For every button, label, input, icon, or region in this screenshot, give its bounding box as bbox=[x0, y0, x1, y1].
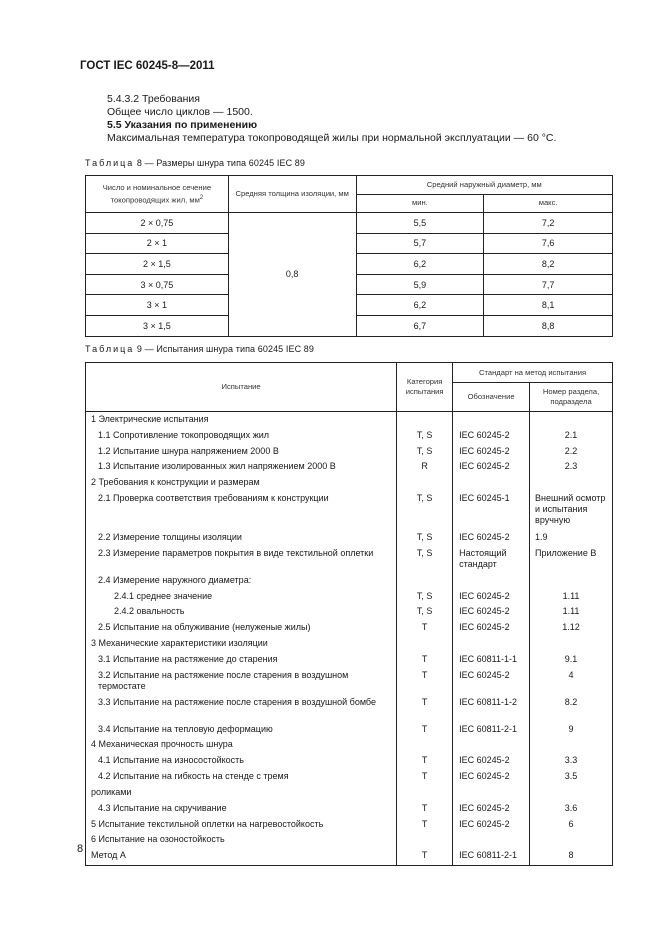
cell-test-name: 3.2 Испытание на растяжение после старения в воздушном термостате bbox=[86, 669, 397, 696]
cell-designation: IEC 60811-2-1 bbox=[453, 849, 530, 865]
cell-designation: IEC 60245-2 bbox=[453, 531, 530, 547]
cell-category bbox=[397, 786, 453, 802]
table-row bbox=[86, 412, 613, 429]
cell-test-name: 4.1 Испытание на износостойкость bbox=[86, 754, 397, 770]
temperature-text: Максимальная температура токопроводящей жилы при нормальной эксплуатации — 60 °С. bbox=[107, 132, 557, 144]
cell-category bbox=[397, 833, 453, 849]
cycles-text: Общее число циклов — 1500. bbox=[107, 106, 253, 118]
page-number: 8 bbox=[77, 843, 84, 855]
cell-category: T, S bbox=[397, 492, 453, 531]
cell-test-name: Метод А bbox=[86, 849, 397, 865]
cell-diameter-max: 8,1 bbox=[484, 295, 613, 316]
table9-header-section: Номер раздела, подраздела bbox=[530, 383, 613, 412]
cell-designation: IEC 60245-1 bbox=[453, 492, 530, 531]
cell-test-name: 2.1 Проверка соответствия требованиям к конструкции bbox=[86, 492, 397, 531]
cell-section bbox=[530, 738, 613, 754]
cell-category: T, S bbox=[397, 605, 453, 621]
cell-diameter-min: 5,7 bbox=[356, 233, 484, 254]
cell-section: 8 bbox=[530, 849, 613, 865]
cell-designation bbox=[453, 833, 530, 849]
cell-test-name: 5 Испытание текстильной оплетки на нагревостойкость bbox=[86, 818, 397, 834]
cell-test-name: 4.2 Испытание на гибкость на стенде с тремя bbox=[86, 770, 397, 786]
cell-test-name: 2 Требования к конструкции и размерам bbox=[86, 476, 397, 492]
cell-section: Приложение В bbox=[530, 547, 613, 574]
cell-designation bbox=[453, 786, 530, 802]
table8-header-diameter: Средний наружный диаметр, мм bbox=[356, 176, 612, 195]
cell-category bbox=[397, 412, 453, 429]
cell-designation: IEC 60245-2 bbox=[453, 754, 530, 770]
cell-category: T bbox=[397, 818, 453, 834]
table-row bbox=[86, 637, 613, 653]
cell-insulation-thickness: 0,8 bbox=[228, 213, 356, 337]
cell-category: T bbox=[397, 653, 453, 669]
cell-category: T bbox=[397, 754, 453, 770]
cell-category: T bbox=[397, 770, 453, 786]
cell-test-name: 6 Испытание на озоностойкость bbox=[86, 833, 397, 849]
cell-cross-section: 3 × 1,5 bbox=[86, 315, 229, 336]
cell-section: 2.1 bbox=[530, 429, 613, 445]
cell-category bbox=[397, 738, 453, 754]
clause-5-4-3-2: 5.4.3.2 Требования bbox=[107, 93, 200, 105]
cell-section bbox=[530, 786, 613, 802]
cell-section bbox=[530, 412, 613, 429]
cell-category bbox=[397, 637, 453, 653]
table8-caption-text: 8 — Размеры шнура типа 60245 IEC 89 bbox=[136, 158, 305, 168]
table-row bbox=[86, 621, 613, 637]
cell-test-name: 2.5 Испытание на облуживание (нелуженые жилы) bbox=[86, 621, 397, 637]
cell-test-name: 1 Электрические испытания bbox=[86, 412, 397, 429]
cell-designation: IEC 60811-1-2 bbox=[453, 696, 530, 723]
table8-header-conductors: Число и номинальное сечение токопроводящих жил, $мм^2$ bbox=[86, 176, 229, 213]
cell-diameter-max: 7,6 bbox=[484, 233, 613, 254]
cell-designation: Настоящий стандарт bbox=[453, 547, 530, 574]
cell-test-name: 4 Механическая прочность шнура bbox=[86, 738, 397, 754]
cell-designation: IEC 60245-2 bbox=[453, 818, 530, 834]
cell-category: T bbox=[397, 849, 453, 865]
cell-section: 8.2 bbox=[530, 696, 613, 723]
cell-designation bbox=[453, 476, 530, 492]
cell-section: 1.9 bbox=[530, 531, 613, 547]
cell-diameter-max: 8,8 bbox=[484, 315, 613, 336]
table-row bbox=[86, 738, 613, 754]
cell-test-name: 2.3 Измерение параметров покрытия в виде текстильной оплетки bbox=[86, 547, 397, 574]
cell-category: T, S bbox=[397, 445, 453, 461]
cell-section: 2.3 bbox=[530, 460, 613, 476]
table9-caption-text: 9 — Испытания шнура типа 60245 IEC 89 bbox=[136, 344, 314, 354]
table-row bbox=[86, 849, 613, 865]
table-row bbox=[86, 445, 613, 461]
table-row bbox=[86, 786, 613, 802]
cell-test-name: 1.2 Испытание шнура напряжением 2000 В bbox=[86, 445, 397, 461]
cell-diameter-min: 6,2 bbox=[356, 295, 484, 316]
cell-section bbox=[530, 637, 613, 653]
cell-section: 6 bbox=[530, 818, 613, 834]
cell-category bbox=[397, 574, 453, 590]
cell-diameter-max: 7,2 bbox=[484, 213, 613, 234]
cell-section: 2.2 bbox=[530, 445, 613, 461]
cell-cross-section: 2 × 1,5 bbox=[86, 254, 229, 275]
cell-category: T bbox=[397, 669, 453, 696]
cell-section: 3.5 bbox=[530, 770, 613, 786]
cell-test-name: роликами bbox=[86, 786, 397, 802]
cell-test-name: 2.4.1 среднее значение bbox=[86, 590, 397, 606]
cell-section: 3.3 bbox=[530, 754, 613, 770]
cell-category: R bbox=[397, 460, 453, 476]
cell-designation: IEC 60245-2 bbox=[453, 669, 530, 696]
cell-designation: IEC 60245-2 bbox=[453, 802, 530, 818]
cell-category: T bbox=[397, 621, 453, 637]
cell-designation: IEC 60245-2 bbox=[453, 590, 530, 606]
cell-section: 1.11 bbox=[530, 590, 613, 606]
cell-designation: IEC 60245-2 bbox=[453, 460, 530, 476]
cell-designation: IEC 60245-2 bbox=[453, 445, 530, 461]
cell-section: 9 bbox=[530, 723, 613, 739]
cell-category: T, S bbox=[397, 429, 453, 445]
cell-test-name: 2.4.2 овальность bbox=[86, 605, 397, 621]
cell-designation bbox=[453, 574, 530, 590]
cell-category: T bbox=[397, 802, 453, 818]
cell-designation: IEC 60811-1-1 bbox=[453, 653, 530, 669]
table9-header-test: Испытание bbox=[86, 363, 397, 412]
table-8 bbox=[85, 175, 613, 337]
table-row bbox=[86, 723, 613, 739]
cell-section: 9.1 bbox=[530, 653, 613, 669]
cell-cross-section: 3 × 1 bbox=[86, 295, 229, 316]
cell-section: 4 bbox=[530, 669, 613, 696]
cell-category: T bbox=[397, 723, 453, 739]
cell-category: T, S bbox=[397, 590, 453, 606]
table8-header-min: мин. bbox=[356, 194, 484, 213]
table-row bbox=[86, 531, 613, 547]
table9-caption-label: Таблица bbox=[85, 344, 135, 354]
table-row bbox=[86, 696, 613, 723]
cell-test-name: 2.2 Измерение толщины изоляции bbox=[86, 531, 397, 547]
table-row bbox=[86, 476, 613, 492]
document-header: ГОСТ IEC 60245-8—2011 bbox=[80, 60, 215, 72]
cell-designation: IEC 60245-2 bbox=[453, 605, 530, 621]
cell-diameter-max: 7,7 bbox=[484, 274, 613, 295]
cell-diameter-min: 6,7 bbox=[356, 315, 484, 336]
cell-diameter-max: 8,2 bbox=[484, 254, 613, 275]
table-row bbox=[86, 802, 613, 818]
table-9 bbox=[85, 362, 613, 866]
cell-diameter-min: 5,5 bbox=[356, 213, 484, 234]
cell-test-name: 1.3 Испытание изолированных жил напряжением 2000 В bbox=[86, 460, 397, 476]
clause-5-5-heading: 5.5 Указания по применению bbox=[107, 119, 258, 131]
table-row bbox=[86, 590, 613, 606]
cell-category: T, S bbox=[397, 547, 453, 574]
table-row bbox=[86, 754, 613, 770]
cell-category bbox=[397, 476, 453, 492]
cell-diameter-min: 6,2 bbox=[356, 254, 484, 275]
cell-test-name: 3.3 Испытание на растяжение после старения в воздушной бомбе bbox=[86, 696, 397, 723]
table9-header-category: Категория испытания bbox=[397, 363, 453, 412]
table-row bbox=[86, 213, 613, 234]
table8-header-insulation: Средняя толщина изоляции, мм bbox=[228, 176, 356, 213]
cell-designation: IEC 60811-2-1 bbox=[453, 723, 530, 739]
table-row bbox=[86, 574, 613, 590]
table-row bbox=[86, 770, 613, 786]
cell-section: 1.11 bbox=[530, 605, 613, 621]
cell-designation: IEC 60245-2 bbox=[453, 621, 530, 637]
cell-test-name: 3 Механические характеристики изоляции bbox=[86, 637, 397, 653]
cell-section: 1.12 bbox=[530, 621, 613, 637]
cell-designation bbox=[453, 412, 530, 429]
cell-category: T, S bbox=[397, 531, 453, 547]
table-row bbox=[86, 669, 613, 696]
table-row bbox=[86, 492, 613, 531]
cell-section: 3.6 bbox=[530, 802, 613, 818]
cell-test-name: 3.1 Испытание на растяжение до старения bbox=[86, 653, 397, 669]
table-row bbox=[86, 429, 613, 445]
table8-caption-label: Таблица bbox=[85, 158, 135, 168]
cell-category: T bbox=[397, 696, 453, 723]
cell-section bbox=[530, 574, 613, 590]
table9-header-designation: Обозначение bbox=[453, 383, 530, 412]
cell-designation bbox=[453, 738, 530, 754]
cell-cross-section: 3 × 0,75 bbox=[86, 274, 229, 295]
cell-designation bbox=[453, 637, 530, 653]
cell-section: Внешний осмотр и испытания вручную bbox=[530, 492, 613, 531]
cell-designation: IEC 60245-2 bbox=[453, 429, 530, 445]
cell-test-name: 1.1 Сопротивление токопроводящих жил bbox=[86, 429, 397, 445]
intro-text bbox=[107, 93, 556, 145]
cell-test-name: 4.3 Испытание на скручивание bbox=[86, 802, 397, 818]
table-row bbox=[86, 547, 613, 574]
table-row bbox=[86, 460, 613, 476]
table-row bbox=[86, 833, 613, 849]
table8-caption bbox=[85, 158, 305, 168]
table-row bbox=[86, 818, 613, 834]
table-row bbox=[86, 605, 613, 621]
cell-test-name: 2.4 Измерение наружного диаметра: bbox=[86, 574, 397, 590]
cell-cross-section: 2 × 1 bbox=[86, 233, 229, 254]
cell-cross-section: 2 × 0,75 bbox=[86, 213, 229, 234]
table-row bbox=[86, 653, 613, 669]
cell-section bbox=[530, 476, 613, 492]
table8-header-max: макс. bbox=[484, 194, 613, 213]
cell-designation: IEC 60245-2 bbox=[453, 770, 530, 786]
cell-diameter-min: 5,9 bbox=[356, 274, 484, 295]
cell-section bbox=[530, 833, 613, 849]
table9-header-standard: Стандарт на метод испытания bbox=[453, 363, 613, 383]
cell-test-name: 3.4 Испытание на тепловую деформацию bbox=[86, 723, 397, 739]
table9-caption bbox=[85, 344, 314, 354]
